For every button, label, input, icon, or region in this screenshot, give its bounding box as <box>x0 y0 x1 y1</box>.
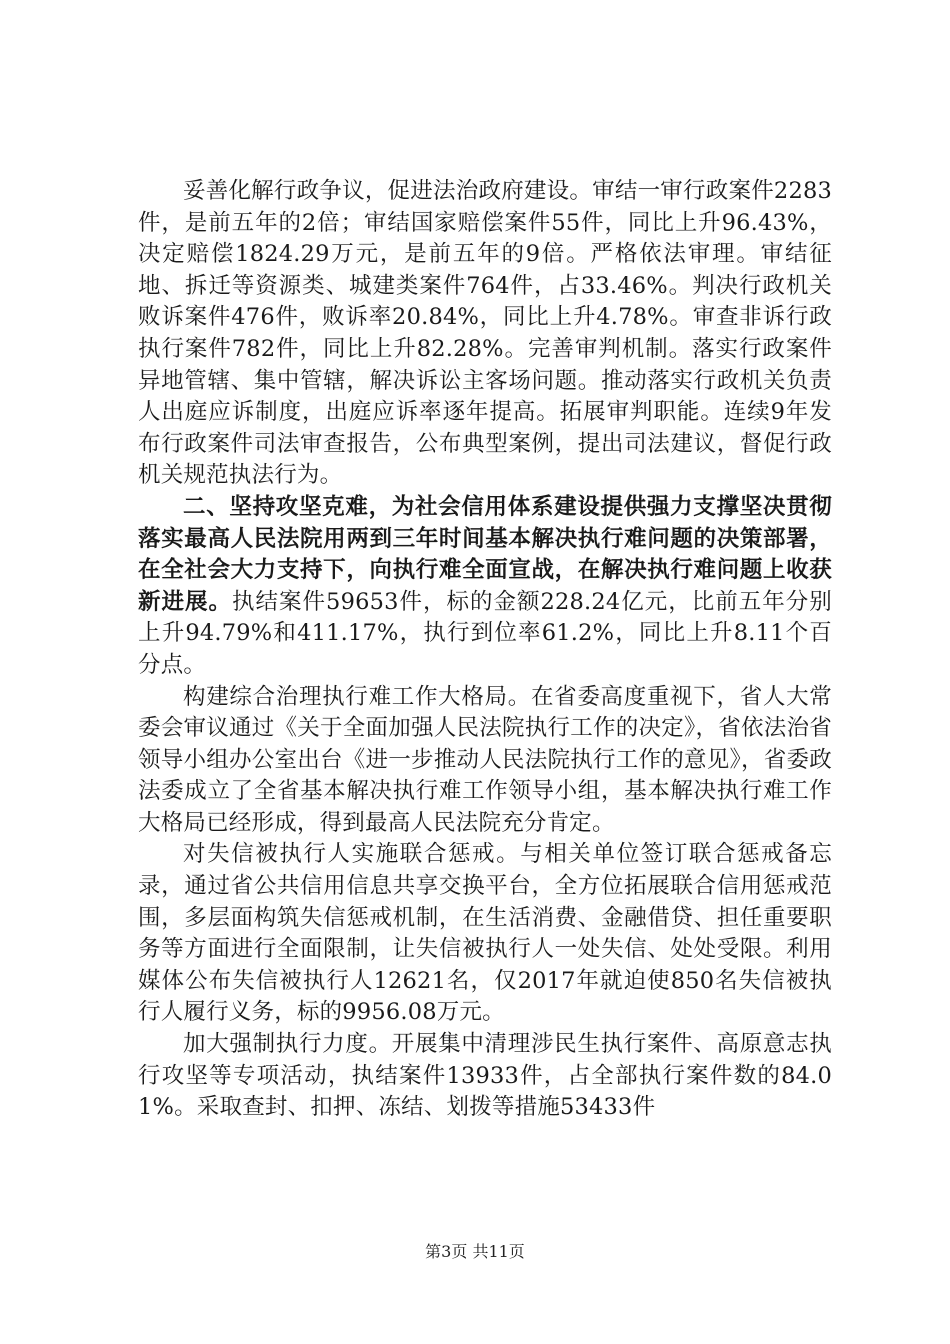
paragraph-joint-punishment <box>138 839 832 1029</box>
paragraph-enforcement-difficulty <box>138 492 832 682</box>
paragraph-text: 妥善化解行政争议，促进法治政府建设。审结一审行政案件2283件，是前五年的2倍；审结国家赔偿案件55件，同比上升96.43%，决定赔偿1824.29万元，是前五年的9倍。严格依法审理。审结征地、拆迁等资源类、城建类案件764件，占33.46%。判决行政机关败诉案件476件，败诉率20.84%，同比上升4.78%。审查非诉行政执行案件782件，同比上升82.28%。完善审判机制。落实行政案件异地管辖、集中管辖，解决诉讼主客场问题。推动落实行政机关负责人出庭应诉制度，出庭应诉率逐年提高。拓展审判职能。连续9年发布行政案件司法审查报告，公布典型案例，提出司法建议，督促行政机关规范执法行为。 <box>138 178 832 489</box>
paragraph-text: 执结案件59653件，标的金额228.24亿元，比前五年分别上升94.79%和411.17%，执行到位率61.2%，同比上升8.11个百分点。 <box>138 588 832 678</box>
document-body <box>138 176 832 1124</box>
paragraph-text: 加大强制执行力度。开展集中清理涉民生执行案件、高原意志执行攻坚等专项活动，执结案件13933件，占全部执行案件数的84.01%。采取查封、扣押、冻结、划拨等措施53433件 <box>138 1031 832 1121</box>
paragraph-text: 对失信被执行人实施联合惩戒。与相关单位签订联合惩戒备忘录，通过省公共信用信息共享交换平台，全方位拓展联合信用惩戒范围，多层面构筑失信惩戒机制，在生活消费、金融借贷、担任重要职务等方面进行全面限制，让失信被执行人一处失信、处处受限。利用媒体公布失信被执行人12621名，仅2017年就迫使850名失信被执行人履行义务，标的9956.08万元。 <box>138 841 832 1026</box>
section-heading-bold: 二、坚持攻坚克难，为社会信用体系建设提供强力支撑坚决贯彻落实最高人民法院用两到三年时间基本解决执行难问题的决策部署，在全社会大力支持下，向执行难全面宣战，在解决执行难问题上收获新进展。 <box>138 493 832 615</box>
paragraph-compulsory-enforcement <box>138 1029 832 1124</box>
paragraph-governance-framework <box>138 682 832 840</box>
paragraph-text: 构建综合治理执行难工作大格局。在省委高度重视下，省人大常委会审议通过《关于全面加强人民法院执行工作的决定》，省依法治省领导小组办公室出台《进一步推动人民法院执行工作的意见》，省委政法委成立了全省基本解决执行难工作领导小组，基本解决执行难工作大格局已经形成，得到最高人民法院充分肯定。 <box>138 683 832 836</box>
page-number-label: 第3页 共11页 <box>425 1242 525 1261</box>
page-footer <box>0 1242 950 1262</box>
paragraph-administrative-disputes <box>138 176 832 492</box>
